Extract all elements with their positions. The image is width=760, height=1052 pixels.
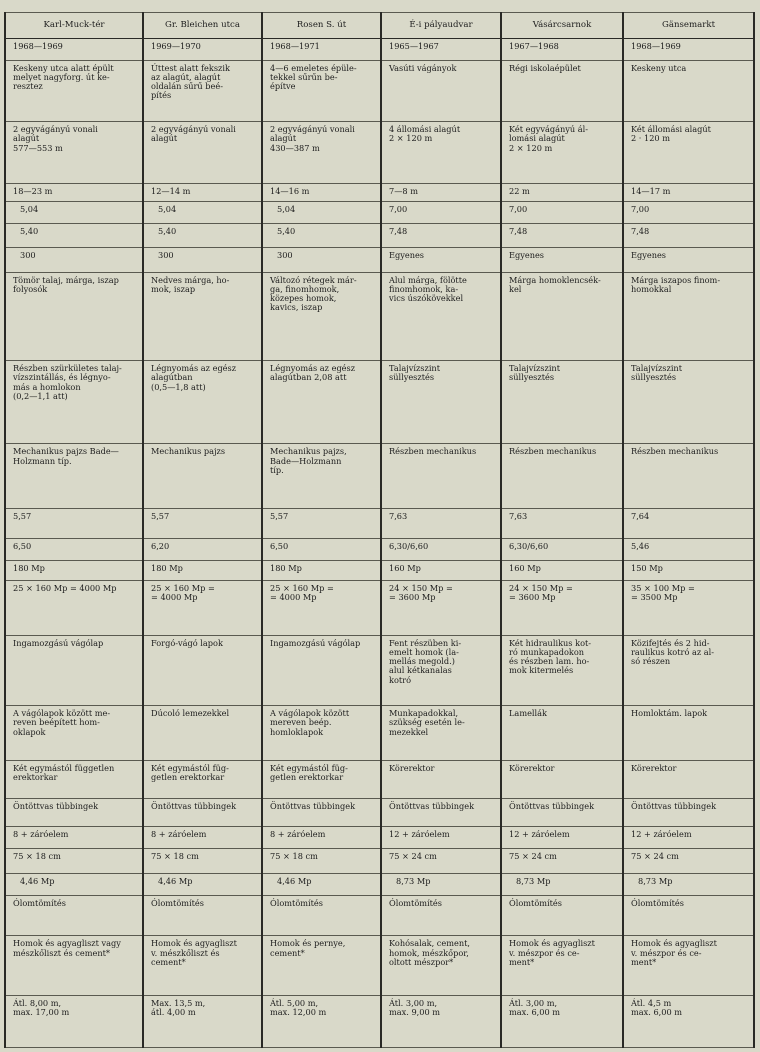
table-cell: 6,50 [5, 538, 143, 561]
table-cell: Körerektor [501, 761, 623, 799]
table-cell: 7,63 [501, 509, 623, 538]
table-row [5, 827, 754, 849]
table-cell: Homok és agyagliszt vagy mészkőliszt és cement* [5, 936, 143, 995]
table-row [5, 936, 754, 995]
table-cell: Öntöttvas tübbingek [501, 799, 623, 827]
table-cell: 1965—1967 [381, 39, 501, 61]
table-cell: 75 × 24 cm [381, 848, 501, 873]
table-cell: 160 Mp [381, 561, 501, 580]
table-row [5, 361, 754, 444]
table-row [5, 122, 754, 184]
table-cell: Körerektor [381, 761, 501, 799]
table-cell: Mechanikus pajzs, Bade—Holzmann típ. [262, 444, 381, 509]
table-cell: Max. 13,5 m, átl. 4,00 m [143, 995, 262, 1047]
table-cell: Egyenes [623, 247, 754, 272]
table-cell: Keskeny utca alatt épült melyet nagyforg. út ke- resztez [5, 60, 143, 122]
table-cell: Ólomtömítés [143, 896, 262, 936]
table-row [5, 995, 754, 1047]
table-cell: Homok és agyagliszt v. mészpor és ce- ment* [501, 936, 623, 995]
table-cell: 24 × 150 Mp = = 3600 Mp [381, 580, 501, 635]
table-row [5, 896, 754, 936]
table-cell: 150 Mp [623, 561, 754, 580]
table-cell: Alul márga, fölötte finomhomok, ka- vics úszókövekkel [381, 272, 501, 361]
table-cell: 7,63 [381, 509, 501, 538]
table-cell: Ólomtömítés [501, 896, 623, 936]
table-cell: 5,40 [143, 223, 262, 247]
table-cell: 18—23 m [5, 183, 143, 201]
table-cell: Homok és pernye, cement* [262, 936, 381, 995]
column-header: Vásárcsarnok [501, 13, 623, 39]
table-cell: 7—8 m [381, 183, 501, 201]
table-cell: Forgó-vágó lapok [143, 635, 262, 705]
table-cell: Két hidraulikus kot- ró munkapadokon és részben lam. ho- mok kitermelés [501, 635, 623, 705]
table-cell: 8 + záróelem [143, 827, 262, 849]
table-cell: Részben mechanikus [381, 444, 501, 509]
table-cell: Egyenes [381, 247, 501, 272]
table-cell: 1968—1969 [623, 39, 754, 61]
table-cell: 22 m [501, 183, 623, 201]
table-cell: Változó rétegek már- ga, finomhomok, közepes homok, kavics, iszap [262, 272, 381, 361]
table-cell: 1969—1970 [143, 39, 262, 61]
table-row [5, 538, 754, 561]
table-cell: 6,30/6,60 [381, 538, 501, 561]
table-row [5, 60, 754, 122]
table-cell: 8 + záróelem [5, 827, 143, 849]
table-cell: Öntöttvas tübbingek [5, 799, 143, 827]
table-cell: Fent részüben ki- emelt homok (la- mellás megold.) alul kétkanalas kotró [381, 635, 501, 705]
table-cell: 2 egyvágányú vonali alagút [143, 122, 262, 184]
table-cell: 300 [262, 247, 381, 272]
table-cell: 7,00 [501, 202, 623, 224]
table-cell: 1968—1971 [262, 39, 381, 61]
table-cell: Közifejtés és 2 hid- raulikus kotró az al- só részen [623, 635, 754, 705]
table-cell: Részben mechanikus [501, 444, 623, 509]
table-cell: Részben mechanikus [623, 444, 754, 509]
table-row [5, 848, 754, 873]
table-cell: Ólomtömítés [381, 896, 501, 936]
table-cell: 75 × 18 cm [143, 848, 262, 873]
table-cell: 180 Mp [143, 561, 262, 580]
table-cell: 1967—1968 [501, 39, 623, 61]
table-row [5, 799, 754, 827]
table-cell: A vágólapok között me- reven beépített hom- oklapok [5, 706, 143, 761]
table-cell: Átl. 3,00 m, max. 9,00 m [381, 995, 501, 1047]
table-cell: Részben szürkületes talaj- vízszintállás, és légnyo- más a homlokon (0,2—1,1 att) [5, 361, 143, 444]
table-cell: 6,50 [262, 538, 381, 561]
table-cell: 14—17 m [623, 183, 754, 201]
table-cell: Két egymástól független erektorkar [5, 761, 143, 799]
table-row [5, 873, 754, 896]
table-row [5, 561, 754, 580]
table-cell: Talajvízszint süllyesztés [501, 361, 623, 444]
table-cell: 5,57 [5, 509, 143, 538]
table-cell: Tömör talaj, márga, iszap folyosók [5, 272, 143, 361]
table-row [5, 39, 754, 61]
table-cell: 75 × 18 cm [262, 848, 381, 873]
table-cell: 7,64 [623, 509, 754, 538]
table-cell: Úttest alatt fekszik az alagút, alagút oldalán sűrű beé- pítés [143, 60, 262, 122]
table-row [5, 444, 754, 509]
table-cell: Öntöttvas tübbingek [623, 799, 754, 827]
table-cell: 35 × 100 Mp = = 3500 Mp [623, 580, 754, 635]
table-row [5, 223, 754, 247]
table-cell: Lamellák [501, 706, 623, 761]
table-cell: Öntöttvas tübbingek [143, 799, 262, 827]
table-cell: 8,73 Mp [623, 873, 754, 896]
table-row [5, 247, 754, 272]
table-cell: 12—14 m [143, 183, 262, 201]
table-cell: 25 × 160 Mp = = 4000 Mp [143, 580, 262, 635]
table-cell: 1968—1969 [5, 39, 143, 61]
table-cell: 5,46 [623, 538, 754, 561]
table-cell: Átl. 4,5 m max. 6,00 m [623, 995, 754, 1047]
table-cell: Körerektor [623, 761, 754, 799]
table-cell: 7,48 [623, 223, 754, 247]
table-cell: 25 × 160 Mp = = 4000 Mp [262, 580, 381, 635]
table-cell: 12 + záróelem [381, 827, 501, 849]
table-cell: Keskeny utca [623, 60, 754, 122]
table-cell: 7,48 [381, 223, 501, 247]
table-cell: 300 [143, 247, 262, 272]
table-cell: 160 Mp [501, 561, 623, 580]
table-cell: 6,30/6,60 [501, 538, 623, 561]
table-cell: Márga homoklencsék- kel [501, 272, 623, 361]
table-cell: Két egyvágányú ál- lomási alagút 2 × 120 m [501, 122, 623, 184]
column-header: Gr. Bleichen utca [143, 13, 262, 39]
table-cell: 7,00 [623, 202, 754, 224]
table-cell: Talajvízszint süllyesztés [381, 361, 501, 444]
table-cell: Ólomtömítés [262, 896, 381, 936]
table-cell: 2 egyvágányú vonali alagút 430—387 m [262, 122, 381, 184]
table-cell: 7,48 [501, 223, 623, 247]
table-cell: Márga iszapos finom- homokkal [623, 272, 754, 361]
table-cell: 75 × 18 cm [5, 848, 143, 873]
table-cell: 4,46 Mp [262, 873, 381, 896]
table-row [5, 706, 754, 761]
table-cell: Két állomási alagút 2 · 120 m [623, 122, 754, 184]
table-cell: 75 × 24 cm [501, 848, 623, 873]
table-cell: 300 [5, 247, 143, 272]
table-cell: 180 Mp [5, 561, 143, 580]
table-row [5, 509, 754, 538]
table-cell: 5,57 [143, 509, 262, 538]
table-cell: 4,46 Mp [5, 873, 143, 896]
table-row [5, 202, 754, 224]
table-cell: Nedves márga, ho- mok, iszap [143, 272, 262, 361]
table-cell: Homloktám. lapok [623, 706, 754, 761]
column-header: Rosen S. út [262, 13, 381, 39]
table-cell: 5,40 [5, 223, 143, 247]
table-cell: Kohósalak, cement, homok, mészkőpor, oltott mészpor* [381, 936, 501, 995]
table-cell: Régi iskolaépület [501, 60, 623, 122]
table-cell: Ólomtömítés [5, 896, 143, 936]
table-cell: Öntöttvas tübbingek [262, 799, 381, 827]
table-cell: 5,04 [5, 202, 143, 224]
table-row [5, 635, 754, 705]
table-cell: Légnyomás az egész alagútban 2,08 att [262, 361, 381, 444]
table-cell: 25 × 160 Mp = 4000 Mp [5, 580, 143, 635]
column-header: É-i pályaudvar [381, 13, 501, 39]
table-cell: 14—16 m [262, 183, 381, 201]
table-cell: 5,04 [143, 202, 262, 224]
table-cell: Öntöttvas tübbingek [381, 799, 501, 827]
table-cell: 75 × 24 cm [623, 848, 754, 873]
table-cell: Homok és agyagliszt v. mészkőliszt és cement* [143, 936, 262, 995]
table-cell: Két egymástól füg- getlen erektorkar [262, 761, 381, 799]
column-header: Gänsemarkt [623, 13, 754, 39]
table-cell: Átl. 3,00 m, max. 6,00 m [501, 995, 623, 1047]
table-cell: Vasúti vágányok [381, 60, 501, 122]
table-cell: Egyenes [501, 247, 623, 272]
table-cell: Talajvízszint süllyesztés [623, 361, 754, 444]
table-row [5, 272, 754, 361]
table-cell: 180 Mp [262, 561, 381, 580]
table-cell: 4,46 Mp [143, 873, 262, 896]
table-cell: 8 + záróelem [262, 827, 381, 849]
table-cell: 4 állomási alagút 2 × 120 m [381, 122, 501, 184]
table-row [5, 183, 754, 201]
table-cell: Ingamozgású vágólap [262, 635, 381, 705]
table-cell: Átl. 5,00 m, max. 12,00 m [262, 995, 381, 1047]
table-cell: Mechanikus pajzs [143, 444, 262, 509]
table-cell: 6,20 [143, 538, 262, 561]
table-cell: Mechanikus pajzs Bade— Holzmann típ. [5, 444, 143, 509]
table-cell: 12 + záróelem [623, 827, 754, 849]
table-cell: Ingamozgású vágólap [5, 635, 143, 705]
column-header: Karl-Muck-tér [5, 13, 143, 39]
table-cell: Ólomtömítés [623, 896, 754, 936]
table-row [5, 580, 754, 635]
table-cell: Homok és agyagliszt v. mészpor és ce- ment* [623, 936, 754, 995]
table-cell: 24 × 150 Mp = = 3600 Mp [501, 580, 623, 635]
table-row [5, 761, 754, 799]
table-cell: Légnyomás az egész alagútban (0,5—1,8 att) [143, 361, 262, 444]
table-cell: 7,00 [381, 202, 501, 224]
table-cell: 4—6 emeletes épüle- tekkel sűrűn be- építve [262, 60, 381, 122]
table-cell: 2 egyvágányú vonali alagút 577—553 m [5, 122, 143, 184]
tunnel-comparison-table [4, 12, 755, 1048]
table-cell: Dúcoló lemezekkel [143, 706, 262, 761]
table-cell: 8,73 Mp [501, 873, 623, 896]
table-cell: 5,57 [262, 509, 381, 538]
table-cell: 5,40 [262, 223, 381, 247]
header-row [5, 13, 754, 39]
table-cell: 8,73 Mp [381, 873, 501, 896]
table-cell: Munkapadokkal, szükség esetén le- mezekkel [381, 706, 501, 761]
table-cell: 12 + záróelem [501, 827, 623, 849]
table-cell: Két egymástól füg- getlen erektorkar [143, 761, 262, 799]
table-cell: A vágólapok között mereven beép. homloklapok [262, 706, 381, 761]
table-cell: 5,04 [262, 202, 381, 224]
table-cell: Átl. 8,00 m, max. 17,00 m [5, 995, 143, 1047]
